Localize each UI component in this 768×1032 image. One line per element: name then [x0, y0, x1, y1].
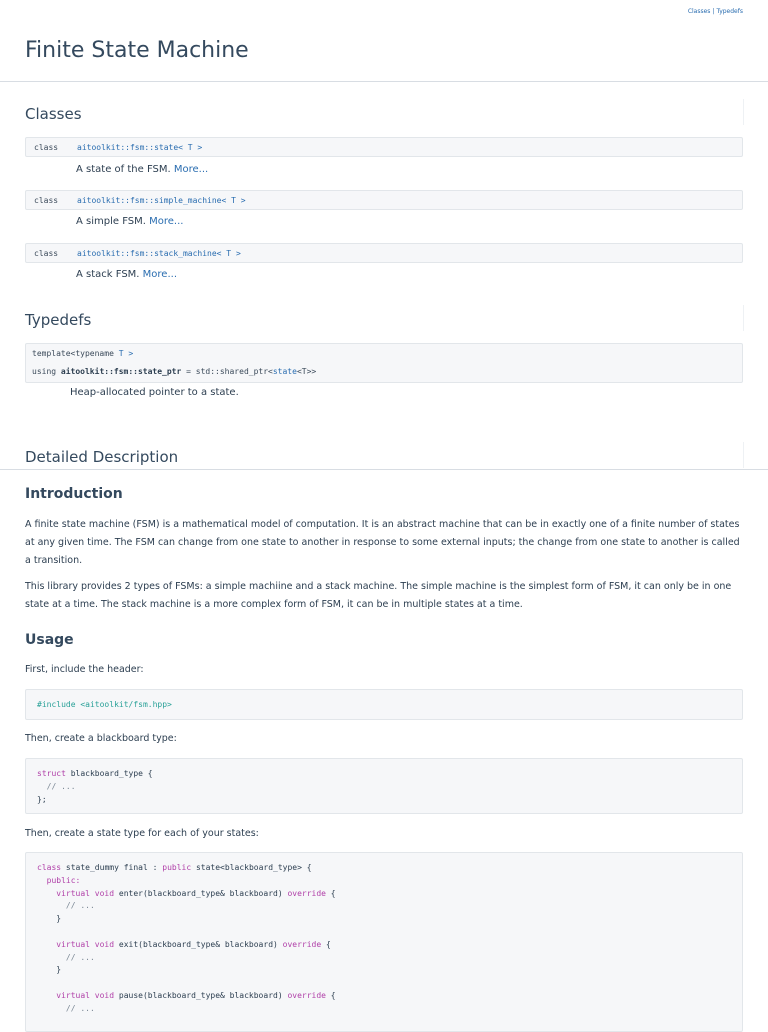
class-desc-stack-machine [76, 269, 177, 280]
typedef-using-line [32, 367, 316, 376]
code-keyword: override [282, 939, 322, 949]
code-block-include [25, 689, 743, 720]
typedef-state-ptr [25, 343, 743, 383]
section-divider [743, 305, 744, 331]
code-line: #include <aitoolkit/fsm.hpp> [37, 700, 172, 709]
usage-heading: Usage [25, 632, 74, 648]
class-link-stack-machine[interactable]: aitoolkit::fsm::stack_machine< T > [77, 249, 241, 258]
class-row-state [25, 137, 743, 157]
code-keyword: public: [37, 875, 81, 885]
section-divider [743, 99, 744, 125]
code-text: blackboard_type { [65, 769, 153, 778]
class-row-stack-machine [25, 243, 743, 263]
typedefs-heading: Typedefs [25, 311, 92, 329]
code-comment: // ... [37, 781, 76, 791]
code-comment: // ... [37, 901, 95, 911]
more-link-state[interactable]: More... [173, 164, 209, 175]
code-keyword: override [287, 888, 326, 898]
state-link[interactable]: state [272, 367, 297, 376]
more-link-simple-machine[interactable]: More... [149, 216, 184, 227]
section-divider [743, 442, 744, 468]
nav-classes-link[interactable]: Classes [687, 8, 711, 15]
template-param: T [118, 349, 124, 358]
more-link-stack-machine[interactable]: More... [142, 269, 177, 280]
typedef-name: aitoolkit::fsm::state_ptr [60, 367, 182, 376]
code-comment: // ... [37, 1003, 95, 1013]
code-text: }; [37, 794, 47, 804]
page-title: Finite State Machine [25, 38, 249, 63]
detailed-description-heading: Detailed Description [25, 448, 179, 466]
nav-typedefs-link[interactable]: Typedefs [716, 8, 743, 15]
code-lines [37, 862, 336, 1016]
usage-paragraph-1: First, include the header: [25, 664, 144, 675]
code-comment: // ... [37, 952, 95, 962]
code-keyword: public [162, 863, 192, 872]
template-close: > [123, 349, 134, 358]
introduction-heading: Introduction [25, 486, 123, 502]
typedef-eq: = std::shared_ptr< [181, 367, 273, 376]
code-block-blackboard [25, 758, 743, 814]
code-text: state<blackboard_type> { [191, 863, 312, 872]
typedef-template-line [32, 349, 133, 358]
code-text: } [37, 965, 62, 975]
classes-heading: Classes [25, 105, 82, 123]
class-keyword: class [34, 249, 59, 258]
code-keyword: virtual void [37, 939, 115, 949]
class-desc-text: A state of the FSM. [76, 164, 171, 175]
code-block-state [25, 852, 743, 1032]
code-keyword: struct [37, 769, 66, 778]
code-text: exit(blackboard_type& blackboard) [114, 939, 283, 949]
code-text: enter(blackboard_type& blackboard) [114, 888, 288, 898]
class-row-simple-machine [25, 190, 743, 210]
class-link-state[interactable]: aitoolkit::fsm::state< T > [77, 143, 203, 152]
code-text: { [325, 888, 336, 898]
class-desc-text: A stack FSM. [76, 269, 140, 280]
class-keyword: class [34, 196, 59, 205]
code-keyword: virtual void [37, 990, 115, 1000]
code-text: state_dummy final : [61, 863, 163, 872]
class-desc-state [76, 164, 208, 175]
using-keyword: using [32, 367, 61, 376]
intro-paragraph-1: A finite state machine (FSM) is a mathematical model of computation. It is an abstract machine that can be in exactly one of a finite number of states at any given time. The FSM can change from one state to another in response to some external inputs; the change from one state to another is called a transition. [25, 519, 740, 566]
code-lines [37, 768, 153, 806]
code-text: { [325, 990, 336, 1000]
code-text: { [321, 939, 331, 949]
code-text: pause(blackboard_type& blackboard) [114, 990, 288, 1000]
intro-paragraph-2: This library provides 2 types of FSMs: a simple machiine and a stack machine. The simple machine is the simplest form of FSM, it can only be in one state at a time. The stack machine is a more complex form of FSM, it can be in multiple states at a time. [25, 581, 732, 610]
class-desc-simple-machine [76, 216, 183, 227]
detailed-divider [0, 469, 768, 470]
class-link-simple-machine[interactable]: aitoolkit::fsm::simple_machine< T > [77, 196, 246, 205]
code-keyword: virtual void [37, 888, 115, 898]
code-text: } [37, 914, 62, 924]
title-divider [0, 81, 768, 82]
nav-separator: | [712, 8, 715, 15]
usage-paragraph-2: Then, create a blackboard type: [25, 733, 177, 744]
typedef-desc: Heap-allocated pointer to a state. [70, 387, 239, 398]
class-desc-text: A simple FSM. [76, 216, 146, 227]
code-keyword: class [37, 863, 62, 872]
top-nav [688, 8, 743, 15]
template-keyword: template<typename [32, 349, 119, 358]
code-keyword: override [287, 990, 326, 1000]
class-keyword: class [34, 143, 59, 152]
typedef-tail: <T>> [296, 367, 317, 376]
usage-paragraph-3: Then, create a state type for each of your states: [25, 828, 259, 839]
